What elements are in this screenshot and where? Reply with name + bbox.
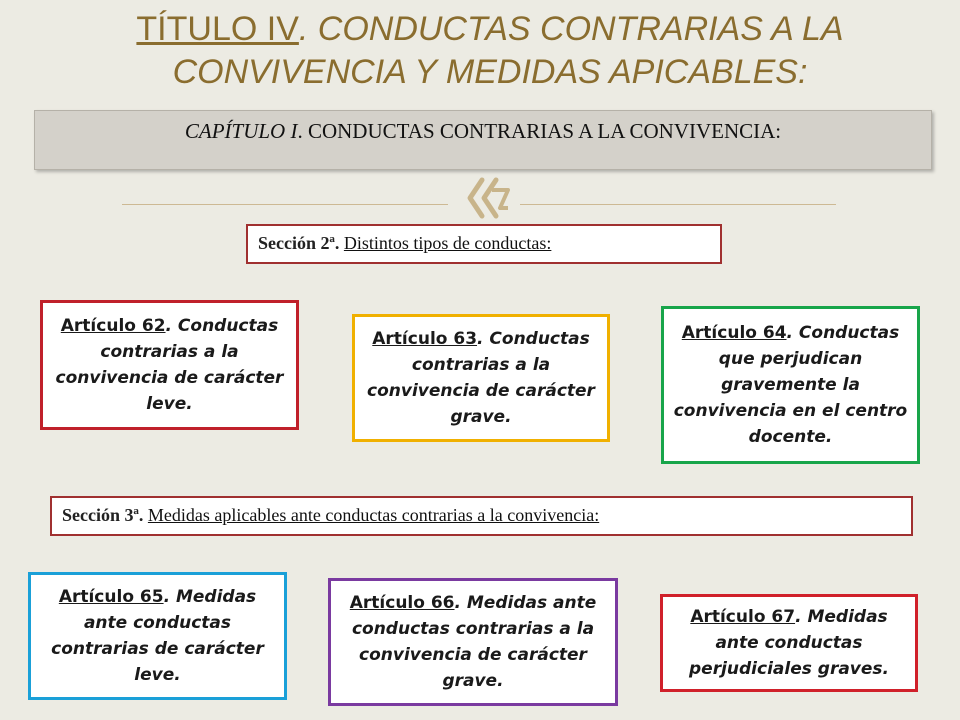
article-67-number[interactable]: Artículo 67 bbox=[690, 607, 796, 627]
section-2-prefix: Sección 2ª. bbox=[258, 233, 344, 253]
article-64-card bbox=[661, 306, 920, 464]
article-63-number[interactable]: Artículo 63 bbox=[372, 329, 478, 349]
article-64-number[interactable]: Artículo 64 bbox=[681, 323, 787, 343]
page-title bbox=[60, 8, 920, 94]
article-65-text: . Medidas ante conductas contrarias de carácter leve. bbox=[51, 587, 264, 685]
divider-right bbox=[520, 204, 836, 205]
article-66-text: . Medidas ante conductas contrarias a la convivencia de carácter grave. bbox=[351, 593, 597, 691]
chapter-banner bbox=[34, 110, 932, 170]
article-62-number[interactable]: Artículo 62 bbox=[60, 316, 166, 336]
section-2-box bbox=[246, 224, 722, 264]
article-66-card bbox=[328, 578, 618, 706]
article-67-card bbox=[660, 594, 918, 692]
chapter-label: CAPÍTULO I bbox=[184, 119, 298, 143]
ornament-icon bbox=[452, 172, 516, 226]
section-3-link[interactable]: Medidas aplicables ante conductas contrarias a la convivencia: bbox=[147, 505, 600, 525]
article-67-text: . Medidas ante conductas perjudiciales graves. bbox=[689, 607, 889, 679]
article-65-number[interactable]: Artículo 65 bbox=[58, 587, 164, 607]
article-66-number[interactable]: Artículo 66 bbox=[349, 593, 455, 613]
divider-left bbox=[122, 204, 448, 205]
title-prefix: TÍTULO IV bbox=[136, 10, 299, 48]
article-63-card bbox=[352, 314, 610, 442]
article-65-card bbox=[28, 572, 287, 700]
article-64-text: . Conductas que perjudican gravemente la convivencia en el centro docente. bbox=[673, 323, 908, 447]
article-62-card bbox=[40, 300, 299, 430]
section-2-link[interactable]: Distintos tipos de conductas: bbox=[343, 233, 552, 253]
title-rest: . CONDUCTAS CONTRARIAS A LA CONVIVENCIA Y MEDIDAS APICABLES: bbox=[172, 10, 844, 91]
article-63-text: . Conductas contrarias a la convivencia de carácter grave. bbox=[367, 329, 595, 427]
article-62-text: . Conductas contrarias a la convivencia de carácter leve. bbox=[55, 316, 284, 414]
section-3-box bbox=[50, 496, 913, 536]
chapter-rest: . CONDUCTAS CONTRARIAS A LA CONVIVENCIA: bbox=[297, 119, 782, 143]
section-3-prefix: Sección 3ª. bbox=[62, 505, 148, 525]
